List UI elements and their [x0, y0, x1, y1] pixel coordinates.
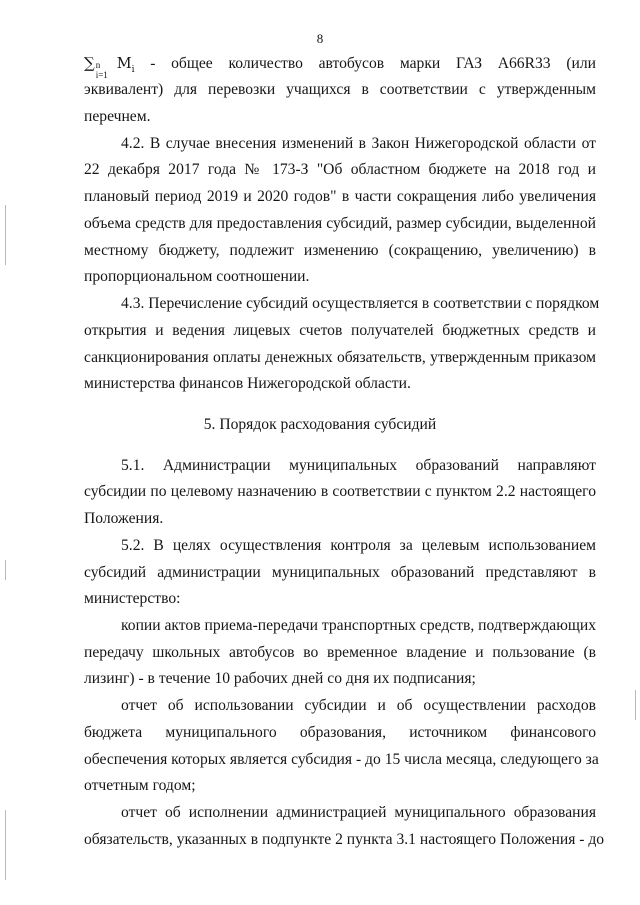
text-line: - общее количество автобусов марки ГАЗ А66R33 (или	[150, 55, 596, 72]
text-line: обеспечения которых является субсидия - до 15 числа месяца, следующего за	[84, 751, 599, 768]
text-line: пропорциональном соотношении.	[84, 268, 310, 285]
formula-variable: $M_i$	[116, 56, 135, 75]
text-line: санкционирования оплаты денежных обязательств, утвержденным приказом	[84, 349, 596, 366]
section-heading: 5. Порядок расходования субсидий	[203, 416, 437, 433]
text-line: отчет об исполнении администрацией муниципального образования	[121, 804, 596, 821]
text-line: местному бюджету, подлежит изменению (сокращению, увеличению) в	[84, 242, 596, 259]
scan-margin-mark	[5, 205, 6, 265]
text-line: Положения.	[84, 510, 164, 527]
text-line: министерства финансов Нижегородской области.	[84, 375, 411, 392]
text-line: 5.2. В целях осуществления контроля за целевым использованием	[121, 537, 596, 554]
page-number: 8	[316, 31, 324, 46]
text-line: субсидии по целевому назначению в соответствии с пунктом 2.2 настоящего	[84, 483, 596, 500]
text-line: субсидий администрации муниципальных образований представляют в	[84, 564, 596, 581]
text-line: 22 декабря 2017 года № 173-З "Об областном бюджете на 2018 год и	[84, 161, 596, 178]
text-line: копии актов приема-передачи транспортных средств, подтверждающих	[121, 617, 597, 634]
text-line: отчетным годом;	[84, 777, 196, 794]
formula-line	[84, 53, 596, 80]
text-line: передачу школьных автобусов во временное владение и пользование (в	[84, 644, 596, 661]
text-line: 5.1. Администрации муниципальных образований направляют	[121, 457, 596, 474]
scan-margin-mark	[5, 560, 6, 580]
text-line: перечнем.	[84, 108, 151, 125]
text-line: 4.3. Перечисление субсидий осуществляется в соответствии с порядком	[121, 295, 600, 312]
scan-margin-mark	[5, 810, 6, 880]
sum-symbol: ∑	[84, 54, 95, 72]
text-line: бюджета муниципального образования, источником финансового	[84, 724, 596, 741]
text-line: обязательств, указанных в подпункте 2 пункта 3.1 настоящего Положения - до	[84, 831, 605, 848]
sum-upper-limit: n	[95, 60, 101, 70]
text-line: 4.2. В случае внесения изменений в Закон Нижегородской области от	[121, 135, 596, 152]
text-line: эквивалент) для перевозки учащихся в соответствии с утвержденным	[84, 81, 596, 98]
text-line: плановый период 2019 и 2020 годов" в части сокращения либо увеличения	[84, 188, 596, 205]
sum-lower-limit: i=1	[95, 70, 108, 80]
text-line: отчет об использовании субсидии и об осуществлении расходов	[121, 697, 596, 714]
scan-margin-mark	[635, 690, 636, 720]
text-line: открытия и ведения лицевых счетов получателей бюджетных средств и	[84, 322, 596, 339]
text-line: объема средств для предоставления субсидий, размер субсидии, выделенной	[84, 215, 596, 232]
text-line: министерство:	[84, 590, 181, 607]
text-line: лизинг) - в течение 10 рабочих дней со дня их подписания;	[84, 670, 476, 687]
formula	[84, 54, 150, 80]
